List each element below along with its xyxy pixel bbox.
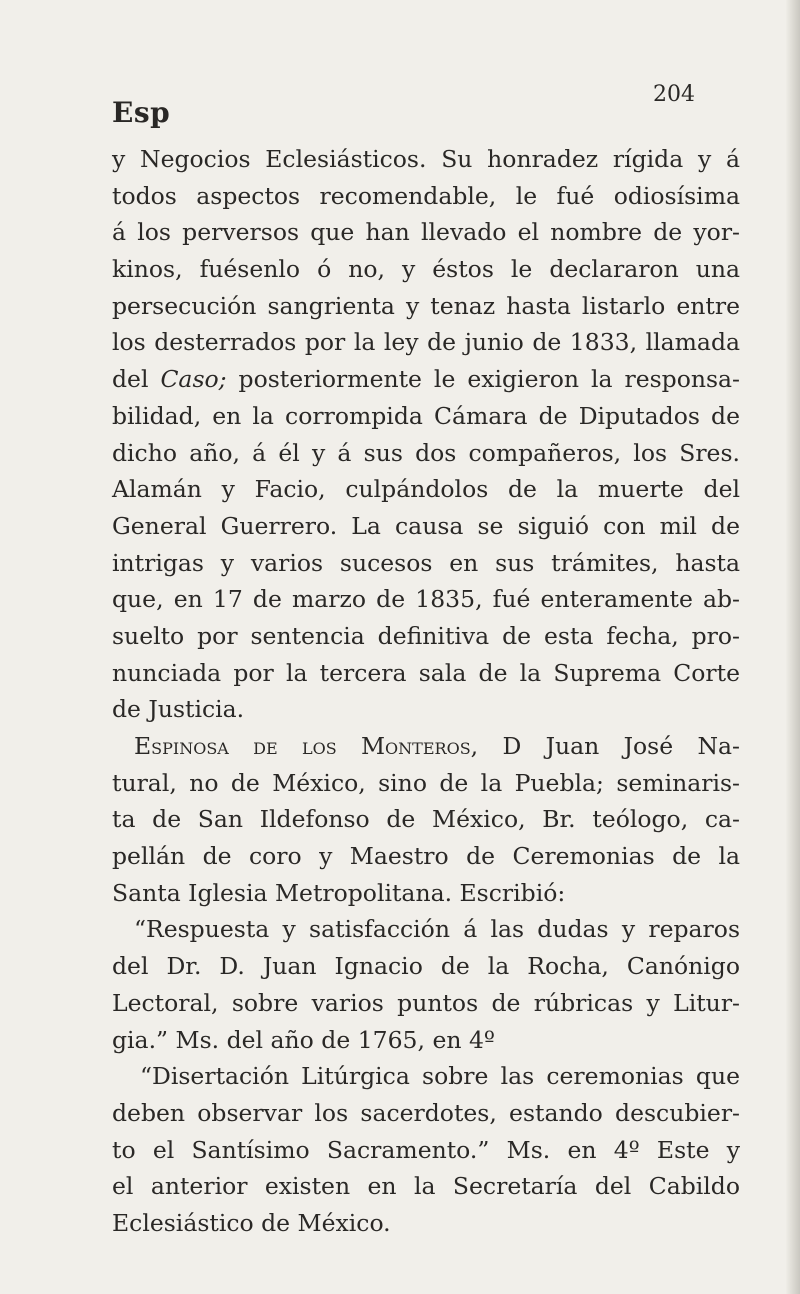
text-line: el anterior existen en la Secretaría del Cabildo: [112, 1172, 740, 1201]
entry-name-rest: D Juan José Na-: [478, 732, 740, 760]
text-line-caso: [112, 361, 740, 398]
italic-word-caso: Caso;: [160, 365, 227, 394]
running-title: Esp: [112, 96, 171, 129]
entry-name: Espinosa de los Monteros,: [134, 732, 479, 760]
text-line: pellán de coro y Maestro de Ceremonias de la: [112, 842, 740, 871]
text-line: General Guerrero. La causa se siguió con mil de: [112, 511, 740, 540]
text-line: que, en 17 de marzo de 1835, fué enteramente ab-: [112, 585, 740, 614]
text-line: “Respuesta y satisfacción á las dudas y reparos: [134, 915, 740, 944]
text-line: deben observar los sacerdotes, estando descubier-: [112, 1098, 740, 1127]
text-line: Eclesiástico de México.: [112, 1208, 391, 1237]
text-line: de Justicia.: [112, 695, 245, 724]
text-line: del Dr. D. Juan Ignacio de la Rocha, Canónigo: [112, 952, 740, 981]
text-span: del: [112, 365, 161, 394]
text-span: posteriormente le exigieron la responsa-: [226, 365, 740, 394]
text-line: Lectoral, sobre varios puntos de rúbricas y Litur-: [112, 988, 740, 1017]
text-line: suelto por sentencia definitiva de esta fecha, pro-: [112, 621, 740, 650]
text-line: los desterrados por la ley de junio de 1833, llamada: [112, 328, 740, 357]
text-line: Alamán y Facio, culpándolos de la muerte del: [112, 475, 740, 504]
text-line: “Disertación Litúrgica sobre las ceremonias que: [140, 1062, 740, 1091]
text-line: to el Santísimo Sacramento.” Ms. en 4º Este y: [112, 1135, 740, 1164]
text-line: dicho año, á él y á sus dos compañeros, los Sres.: [112, 438, 740, 467]
text-line: Santa Iglesia Metropolitana. Escribió:: [112, 878, 566, 907]
text-line: nunciada por la tercera sala de la Suprema Corte: [112, 658, 740, 687]
text-line: ta de San Ildefonso de México, Br. teólogo, ca-: [112, 805, 740, 834]
text-line: bilidad, en la corrompida Cámara de Diputados de: [112, 401, 740, 430]
text-line: gia.” Ms. del año de 1765, en 4º: [112, 1025, 495, 1054]
page-number: 204: [653, 82, 695, 107]
page-edge-shadow: [786, 0, 800, 1294]
entry-heading-line: [112, 728, 740, 765]
text-line: kinos, fuésenlo ó no, y éstos le declararon una: [112, 255, 740, 284]
text-line: persecución sangrienta y tenaz hasta listarlo entre: [112, 291, 740, 320]
text-line: intrigas y varios sucesos en sus trámites, hasta: [112, 548, 740, 577]
body-text: [112, 141, 740, 1242]
text-line: tural, no de México, sino de la Puebla; seminaris-: [112, 768, 740, 797]
text-line: y Negocios Eclesiásticos. Su honradez rígida y á: [112, 145, 740, 173]
text-line: á los perversos que han llevado el nombre de yor-: [112, 218, 740, 247]
text-line: todos aspectos recomendable, le fué odiosísima: [112, 181, 740, 210]
